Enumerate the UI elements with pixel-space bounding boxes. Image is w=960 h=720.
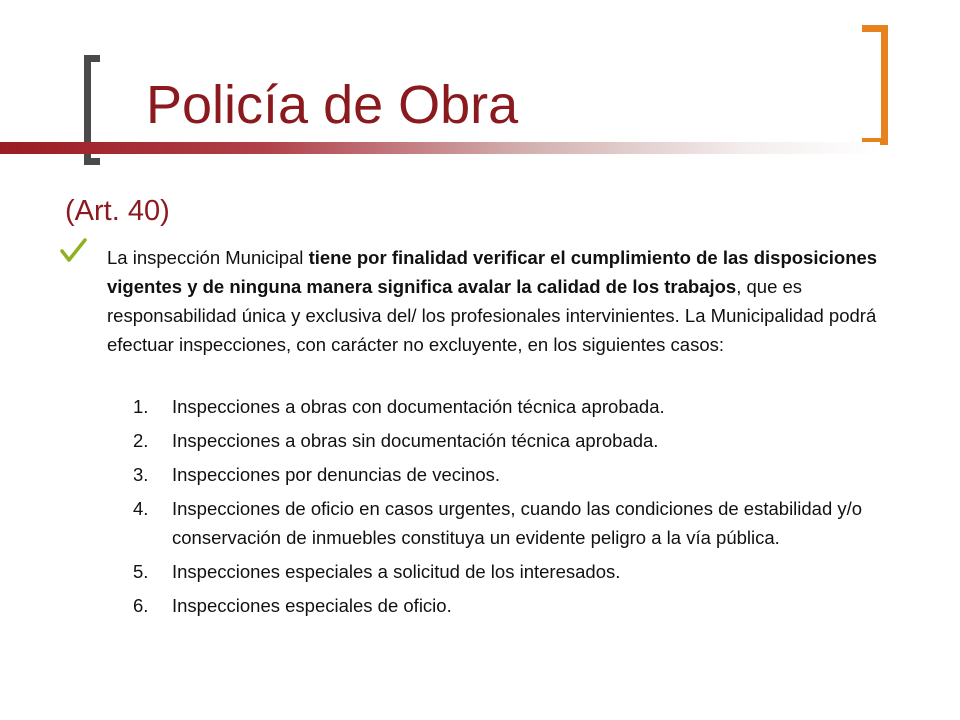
list-item-number: 5. (133, 561, 149, 582)
paragraph-bold: tiene por finalidad verificar el cumplimiento de las disposiciones vigentes y de ninguna manera significa avalar la calidad de los trabajos (107, 247, 878, 297)
right-bracket-decoration (862, 25, 888, 145)
list-item-text: Inspecciones a obras con documentación técnica aprobada. (172, 396, 665, 417)
list-item (133, 460, 923, 489)
title-underline-gradient (0, 142, 880, 154)
body-paragraph (107, 243, 882, 359)
list-item (133, 591, 923, 620)
list-item (133, 494, 923, 552)
list-item-number: 6. (133, 595, 149, 616)
checkmark-icon (58, 236, 88, 266)
list-item (133, 557, 923, 586)
list-item-number: 1. (133, 396, 149, 417)
paragraph-rest: , que es responsabilidad única y exclusiva del/ los profesionales intervinientes. La Municipalidad podrá efectuar inspecciones, con carácter no excluyente, en los siguientes casos: (107, 276, 877, 355)
list-item-text: Inspecciones a obras sin documentación técnica aprobada. (172, 430, 659, 451)
list-item-number: 4. (133, 498, 149, 519)
list-item-text: Inspecciones especiales a solicitud de los interesados. (172, 561, 621, 582)
slide-subtitle: (Art. 40) (65, 195, 170, 227)
list-item-text: Inspecciones de oficio en casos urgentes, cuando las condiciones de estabilidad y/o conservación de inmuebles constituya un evidente peligro a la vía pública. (172, 498, 863, 548)
list-item (133, 392, 923, 421)
inspection-cases-list (133, 392, 923, 625)
slide-title: Policía de Obra (146, 75, 519, 135)
list-item-text: Inspecciones especiales de oficio. (172, 595, 452, 616)
list-item-number: 3. (133, 464, 149, 485)
list-item-text: Inspecciones por denuncias de vecinos. (172, 464, 501, 485)
paragraph-intro: La inspección Municipal (107, 247, 309, 268)
list-item-number: 2. (133, 430, 149, 451)
list-item (133, 426, 923, 455)
